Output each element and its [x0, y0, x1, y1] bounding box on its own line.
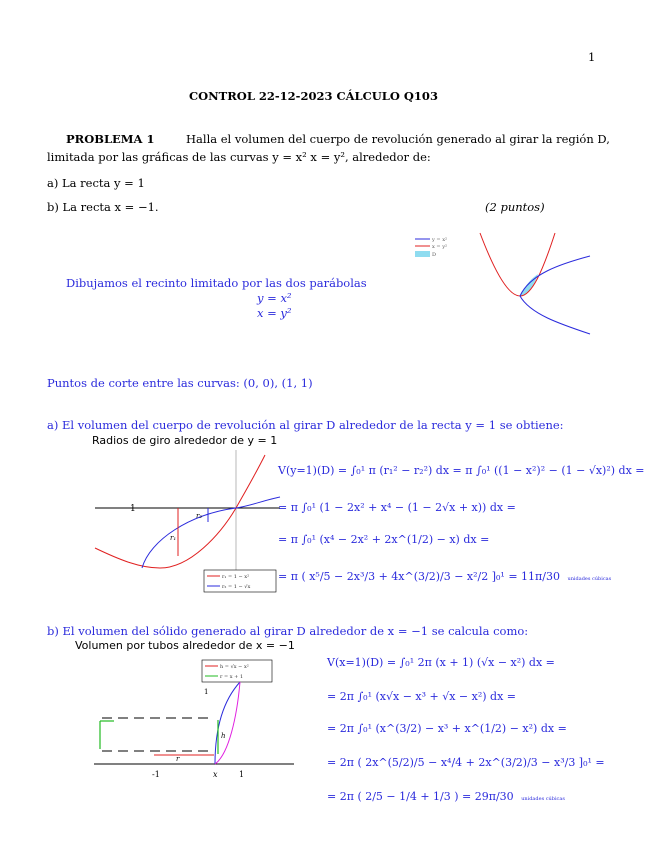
problem-points: (2 puntos) [485, 200, 545, 214]
part-a-eq-line-4 [278, 570, 611, 583]
part-a-eq-line-3: = π ∫₀¹ (x⁴ − 2x² + 2x^(1/2) − x) dx = [278, 533, 490, 546]
problem-label [66, 132, 154, 146]
radius-r-label: r [176, 755, 180, 763]
part-b-figure-title: Volumen por tubos alrededor de x = −1 [75, 639, 295, 652]
page-title: CONTROL 22-12-2023 CÁLCULO Q103 [189, 89, 438, 103]
part-a-figure-title: Radios de giro alrededor de y = 1 [92, 434, 278, 447]
legend-text-r1: r₁ = 1 − x² [222, 574, 250, 580]
part-b-eq-line-5-text: = 2π ( 2/5 − 1/4 + 1/3 ) = 29π/30 [327, 790, 514, 803]
part-b-magenta-curve [215, 682, 240, 764]
region-eq-1: y = x² [257, 291, 292, 305]
part-a-units: unidades cúbicas [567, 576, 612, 582]
legend-text-h: h = √x − x² [220, 664, 249, 670]
region-figure [410, 230, 590, 340]
part-b-eq-line-2: = 2π ∫₀¹ (x√x − x³ + √x − x²) dx = [327, 690, 517, 703]
part-b-eq-line-4: = 2π ( 2x^(5/2)/5 − x⁴/4 + 2x^(3/2)/3 − x³/3 ]₀¹ = [327, 756, 605, 769]
part-a-red-curve [95, 455, 265, 568]
legend-text-3: D [432, 252, 437, 258]
legend-text-r2: r₂ = 1 − √x [222, 584, 251, 590]
region-eq-2: x = y² [257, 306, 292, 320]
tick-label-1: 1 [239, 770, 245, 779]
legend-label-1: 1 [204, 688, 209, 696]
part-b-eq-line-1: V(x=1)(D) = ∫₀¹ 2π (x + 1) (√x − x²) dx = [327, 656, 555, 669]
tick-label-x: x [213, 770, 218, 779]
parabola-blue-curve [520, 256, 590, 334]
page-number: 1 [588, 50, 596, 64]
problem-part-b: b) La recta x = −1. [47, 200, 159, 214]
legend-text-2: x = y² [432, 244, 448, 250]
legend-text-r: r = x + 1 [220, 674, 244, 680]
part-a-eq-line-2: = π ∫₀¹ (1 − 2x² + x⁴ − (1 − 2√x + x)) dx = [278, 501, 516, 514]
radius-r1-label: r₁ [170, 534, 177, 542]
part-a-intro: a) El volumen del cuerpo de revolución al girar D alrededor de la recta y = 1 se obtiene: [47, 418, 564, 432]
problem-part-a: a) La recta y = 1 [47, 176, 145, 190]
legend-swatch-region [415, 251, 430, 257]
tick-label-minus1: -1 [152, 770, 160, 779]
parabola-red-curve [480, 233, 555, 296]
part-b-eq-line-5 [327, 790, 565, 803]
part-b-intro: b) El volumen del sólido generado al girar D alrededor de x = −1 se calcula como: [47, 624, 529, 638]
axis-label-1: 1 [130, 504, 136, 514]
intersection-points: Puntos de corte entre las curvas: (0, 0), (1, 1) [47, 376, 313, 390]
part-b-blue-curve [215, 682, 240, 764]
part-a-eq-line-4-text: = π ( x⁵/5 − 2x³/3 + 4x^(3/2)/3 − x²/2 ]₀¹ = 11π/30 [278, 570, 560, 583]
part-b-eq-line-3: = 2π ∫₀¹ (x^(3/2) − x³ + x^(1/2) − x²) dx = [327, 722, 567, 735]
legend-text-1: y = x² [432, 237, 448, 243]
part-b-units: unidades cúbicas [521, 796, 565, 802]
region-d-fill [520, 274, 538, 296]
part-a-eq-line-1: V(y=1)(D) = ∫₀¹ π (r₁² − r₂²) dx = π ∫₀¹ ((1 − x²)² − (1 − √x)²) dx = [278, 464, 645, 477]
part-b-figure [94, 656, 314, 786]
height-h-label: h [221, 732, 226, 740]
problem-statement-line-1: Halla el volumen del cuerpo de revolución generado al girar la región D, [186, 132, 610, 146]
radius-r2-label: r₂ [196, 512, 203, 520]
part-a-figure [90, 450, 280, 600]
region-description: Dibujamos el recinto limitado por las dos parábolas [66, 276, 367, 290]
problem-label-text: PROBLEMA 1 [66, 132, 155, 146]
problem-statement-line-2: limitada por las gráficas de las curvas y = x² x = y², alrededor de: [47, 150, 431, 164]
